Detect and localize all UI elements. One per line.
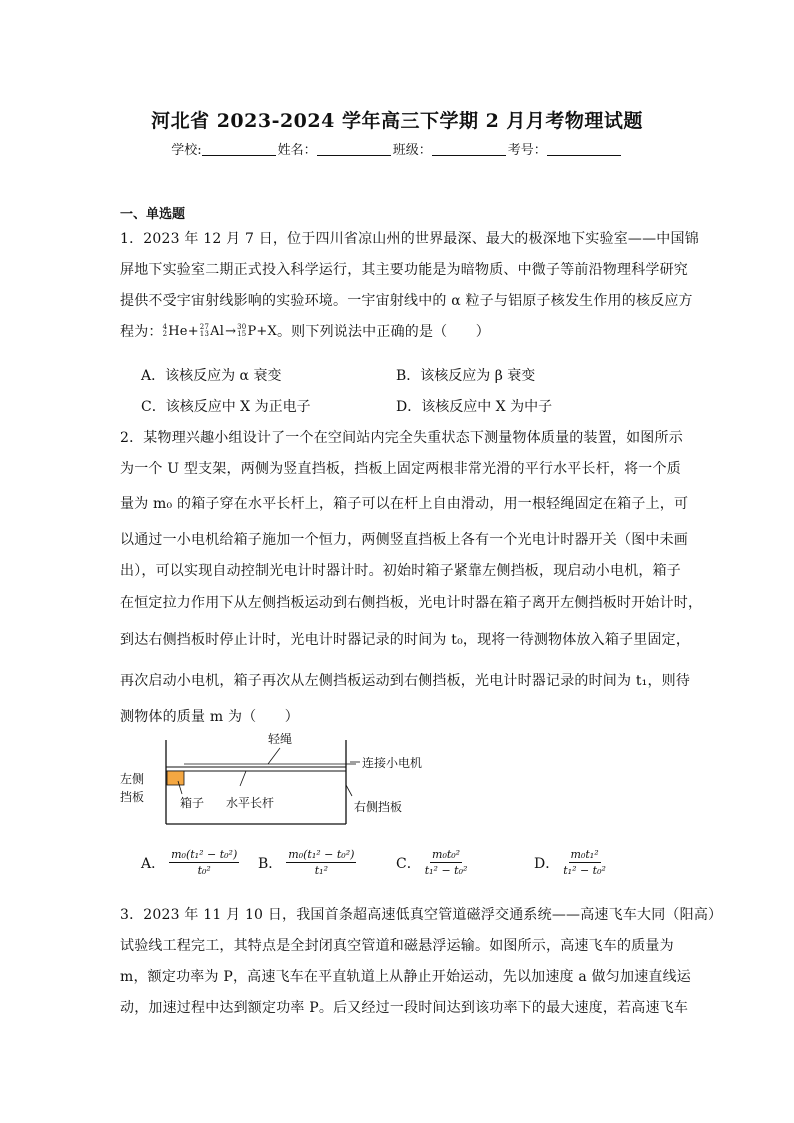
q2-option-b-numerator: m₀(t₁² − t₀²) xyxy=(288,848,355,861)
rope-leader xyxy=(268,748,280,764)
q3-line-2: 试验线工程完工，其特点是全封闭真空管道和磁悬浮运输。如图所示，高速飞车的质量为 xyxy=(120,938,674,954)
q2-option-d-fraction xyxy=(563,848,606,877)
q2-line-4: 以通过一小电机给箱子施加一个恒力，两侧竖直挡板上各有一个光电计时器开关（图中未画 xyxy=(120,532,688,548)
page-title: 河北省 2023-2024 学年高三下学期 2 月月考物理试题 xyxy=(151,110,643,132)
name-label: 姓名： xyxy=(277,143,317,158)
q2-line-6: 在恒定拉力作用下从左侧挡板运动到右侧挡板，光电计时器在箱子离开左侧挡板时开始计时， xyxy=(120,595,703,611)
student-info-line xyxy=(0,139,794,158)
class-label: 班级： xyxy=(392,143,432,158)
q2-line-3: 量为 m₀ 的箱子穿在水平长杆上，箱子可以在杆上自由滑动，用一根轻绳固定在箱子上，可 xyxy=(120,496,689,512)
q2-option-d-denominator: t₁² − t₀² xyxy=(563,864,606,877)
q2-line-8: 再次启动小电机，箱子再次从左侧挡板运动到右侧挡板，光电计时器记录的时间为 t₁，则待 xyxy=(120,673,691,689)
u-frame-figure xyxy=(118,732,448,836)
q2-option-c[interactable] xyxy=(396,848,467,877)
q2-line-5: 出），可以实现自动控制光电计时器计时。初始时箱子紧靠左侧挡板，现启动小电机，箱子 xyxy=(120,563,681,579)
q3-line-3: m，额定功率为 P，高速飞车在平直轨道上从静止开始运动，先以加速度 a 做匀加速直线运 xyxy=(120,969,691,985)
q2-line-9: 测物体的质量 m 为（ ） xyxy=(120,709,299,725)
right-leader xyxy=(346,785,352,796)
q1-option-d[interactable]: D．该核反应中 X 为中子 xyxy=(396,399,553,415)
q2-option-b-letter: B． xyxy=(258,855,283,872)
q2-option-c-fraction xyxy=(425,848,468,877)
q2-option-d-letter: D． xyxy=(534,855,560,872)
school-label: 学校: xyxy=(171,143,202,158)
q2-option-d-numerator: m₀t₁² xyxy=(570,848,599,861)
q2-option-b-fraction xyxy=(286,848,356,877)
rod-leader xyxy=(240,771,246,786)
q1-option-b[interactable]: B．该核反应为 β 衰变 xyxy=(396,368,536,384)
q2-option-a-letter: A． xyxy=(141,855,166,872)
exam-number-blank[interactable] xyxy=(547,143,621,156)
q1-equation-prefix: 程为： xyxy=(120,324,163,340)
school-blank[interactable] xyxy=(202,143,276,156)
q2-option-a[interactable] xyxy=(141,848,239,877)
q1-equation-suffix: 。则下列说法中正确的是（ ） xyxy=(276,324,490,340)
u-frame-diagram xyxy=(118,736,448,836)
class-blank[interactable] xyxy=(432,143,506,156)
box-label: 箱子 xyxy=(180,796,205,810)
section-heading: 一、单选题 xyxy=(120,207,186,222)
box xyxy=(167,771,184,785)
q2-option-d[interactable] xyxy=(534,848,606,877)
q1-equation-line xyxy=(120,321,490,341)
q2-option-b[interactable] xyxy=(258,848,356,877)
left-baffle-label-1: 左侧 xyxy=(120,772,145,786)
rod-label: 水平长杆 xyxy=(226,796,275,810)
left-baffle-label-2: 挡板 xyxy=(120,790,145,804)
q1-line-2: 屏地下实验室二期正式投入科学运行，其主要功能是为暗物质、中微子等前沿物理科学研究 xyxy=(120,262,688,278)
q2-option-c-denominator: t₁² − t₀² xyxy=(424,864,468,877)
q1-option-a[interactable]: A．该核反应为 α 衰变 xyxy=(141,368,282,384)
rope-label: 轻绳 xyxy=(268,732,293,746)
q3-line-1: 3．2023 年 11 月 10 日，我国首条超高速低真空管道磁浮交通系统——高速飞车大同（阳高） xyxy=(120,907,723,923)
q2-option-a-denominator: t₀² xyxy=(197,864,211,877)
q1-line-1: 1．2023 年 12 月 7 日，位于四川省凉山州的世界最深、最大的极深地下实验室——中国锦 xyxy=(120,231,699,247)
q2-option-b-denominator: t₁² xyxy=(314,864,328,877)
q1-option-c[interactable]: C．该核反应中 X 为正电子 xyxy=(141,399,311,415)
q2-option-a-fraction xyxy=(169,848,239,877)
name-blank[interactable] xyxy=(317,143,391,156)
right-baffle-label: 右侧挡板 xyxy=(354,800,403,814)
exam-number-label: 考号： xyxy=(507,143,547,158)
q2-option-c-letter: C． xyxy=(396,855,421,872)
q2-line-7: 到达右侧挡板时停止计时，光电计时器记录的时间为 t₀，现将一待测物体放入箱子里固定， xyxy=(120,632,691,648)
nuclear-equation: 4 2 He+ 27 13 Al → 30 15 P+X xyxy=(162,323,277,339)
q3-line-4: 动，加速过程中达到额定功率 P。后又经过一段时间达到该功率下的最大速度，若高速飞车 xyxy=(120,1000,689,1016)
q2-option-a-numerator: m₀(t₁² − t₀²) xyxy=(171,848,238,861)
q2-line-1: 2．某物理兴趣小组设计了一个在空间站内完全失重状态下测量物体质量的装置，如图所示 xyxy=(120,430,683,446)
motor-label: 连接小电机 xyxy=(362,756,423,770)
q2-line-2: 为一个 U 型支架，两侧为竖直挡板，挡板上固定两根非常光滑的平行水平长杆，将一个质 xyxy=(120,461,681,477)
q1-line-3: 提供不受宇宙射线影响的实验环境。一宇宙射线中的 α 粒子与铝原子核发生作用的核反应方 xyxy=(120,293,693,309)
q2-option-c-numerator: m₀t₀² xyxy=(432,848,461,861)
